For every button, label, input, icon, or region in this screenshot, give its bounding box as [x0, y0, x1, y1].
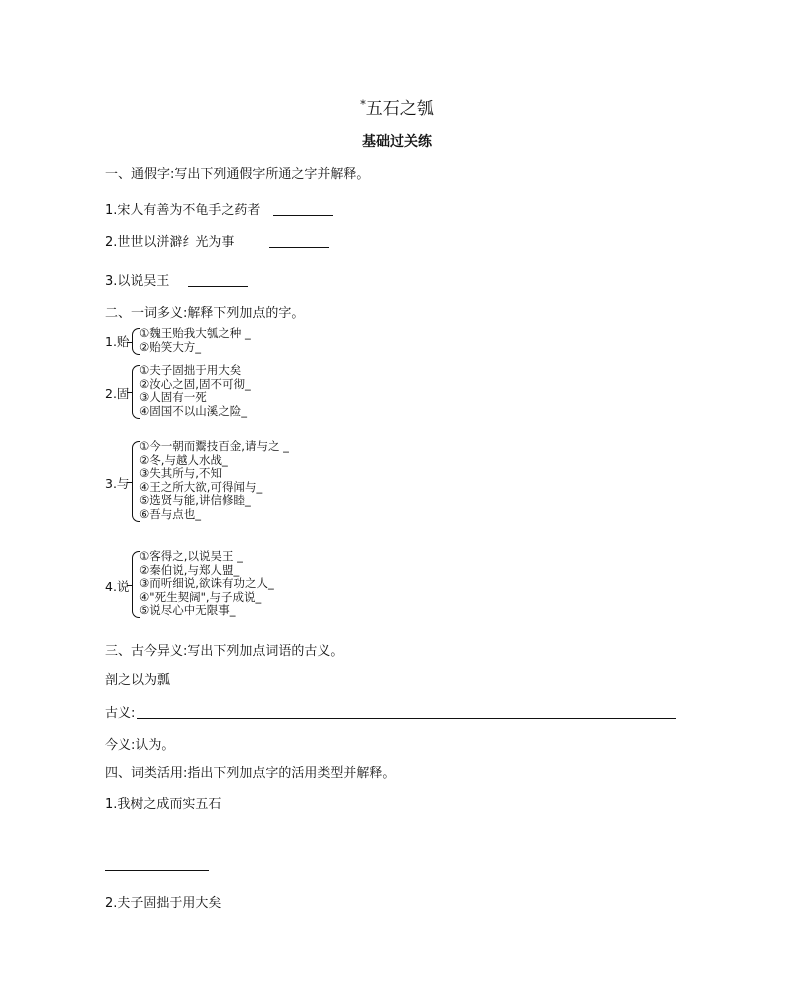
- polysemy-item: ①今一朝而鬻技百金,请与之 _: [139, 439, 289, 453]
- tongjia-item-text: 3.以说吴王: [105, 274, 170, 289]
- page-title: [0, 94, 794, 119]
- polysemy-head: 2.固: [105, 386, 130, 401]
- polysemy-item: ①魏王贻我大瓠之种 _: [139, 326, 251, 340]
- polysemy-items: [139, 440, 289, 521]
- polysemy-head: 3.与: [105, 476, 130, 491]
- polysemy-item: ②汝心之固,固不可彻_: [139, 376, 251, 391]
- polysemy-items: [139, 550, 274, 618]
- polysemy-item: ⑤说尽心中无限事_: [139, 603, 236, 617]
- answer-blank[interactable]: [105, 870, 209, 871]
- section-heading-2: 二、一词多义:解释下列加点的字。: [105, 306, 305, 321]
- polysemy-items: [139, 364, 251, 418]
- cilei-item-1: 1.我树之成而实五石: [105, 797, 222, 812]
- polysemy-item: ②冬,与越人水战_: [139, 452, 228, 467]
- polysemy-head: 1.贻: [105, 334, 130, 349]
- tongjia-item-2: [105, 231, 329, 250]
- answer-blank[interactable]: [188, 274, 248, 287]
- answer-blank[interactable]: [269, 235, 329, 248]
- tongjia-item-1: [105, 199, 333, 218]
- polysemy-item: ③失其所与,不知: [139, 466, 222, 480]
- polysemy-item: ④王之所大欲,可得闻与_: [139, 479, 263, 494]
- title-text: 五石之瓠: [365, 99, 434, 119]
- answer-blank-long[interactable]: [137, 706, 676, 719]
- gujin-gu-label: 古义:: [105, 706, 136, 721]
- polysemy-item: ⑥吾与点也_: [139, 506, 202, 521]
- polysemy-item: ①客得之,以说吴王 _: [139, 549, 243, 563]
- polysemy-item: ④固国不以山溪之险_: [139, 403, 248, 418]
- polysemy-item: ③而听细说,欲诛有功之人_: [139, 576, 274, 590]
- polysemy-item: ③人固有一死: [139, 390, 207, 404]
- section-heading-4: 四、词类活用:指出下列加点字的活用类型并解释。: [105, 766, 396, 781]
- polysemy-item: ②秦伯说,与郑人盟_: [139, 562, 240, 577]
- gujin-phrase: 剖之以为瓢: [105, 673, 171, 688]
- tongjia-item-text: 2.世世以洴澼纟光为事: [105, 235, 235, 250]
- polysemy-items: [139, 327, 251, 354]
- section-heading-1: 一、通假字:写出下列通假字所通之字并解释。: [105, 167, 370, 182]
- cilei-item-2: 2.夫子固拙于用大矣: [105, 896, 222, 911]
- polysemy-item: ⑤选贤与能,讲信修睦_: [139, 493, 251, 507]
- answer-blank[interactable]: [273, 203, 333, 216]
- page-subtitle: 基础过关练: [362, 134, 432, 150]
- title-star: *: [360, 98, 366, 111]
- polysemy-item: ②贻笑大方_: [139, 339, 202, 354]
- gujin-jin: 今义:认为。: [105, 738, 175, 753]
- gujin-gu-row: [105, 702, 676, 721]
- tongjia-item-text: 1.宋人有善为不龟手之药者: [105, 203, 261, 218]
- polysemy-item: ④"死生契阔",与子成说_: [139, 589, 262, 604]
- section-heading-3: 三、古今异义:写出下列加点词语的古义。: [105, 644, 344, 659]
- polysemy-item: ①夫子固拙于用大矣: [139, 363, 242, 377]
- tongjia-item-3: [105, 270, 248, 289]
- polysemy-head: 4.说: [105, 579, 130, 594]
